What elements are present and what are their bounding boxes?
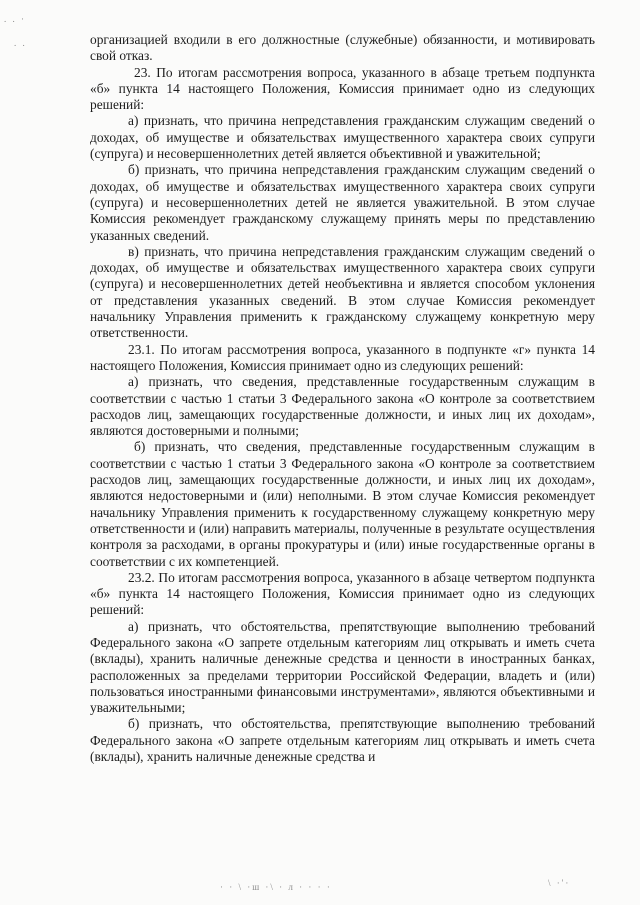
paragraph-23-v: в) признать, что причина непредставления гражданским служащим сведений о доходах, об имуществе и обязательствах имущественного характера своих супруги (супруга) и несовершеннолетних детей необъективна и является способом уклонения от представления указанных сведений. В этом случае Комиссия рекомендует начальнику Управления применить к гражданскому служащему конкретную меру ответственности. <box>90 243 595 341</box>
paragraph-23-1-b: б) признать, что сведения, представленные государственным служащим в соответствии с частью 1 статьи 3 Федерального закона «О контроле за соответствием расходов лиц, замещающих государственные должности, и иных лиц их доходам», являются недостоверными и (или) неполными. В этом случае Комиссия рекомендует начальнику Управления применить к государственному служащему конкретную меру ответственности и (или) направить материалы, полученные в результате осуществления контроля за расходами, в органы прокуратуры и (или) иные государственные органы в соответствии с их компетенцией. <box>90 439 595 569</box>
scan-artifact: . . <box>14 38 27 48</box>
paragraph-23-1-a: а) признать, что сведения, представленные государственным служащим в соответствии с частью 1 статьи 3 Федерального закона «О контроле за соответствием расходов лиц, замещающих государственные должности, и иных лиц их доходам», являются достоверными и полными; <box>90 374 595 439</box>
paragraph-23-2: 23.2. По итогам рассмотрения вопроса, указанного в абзаце четвертом подпункта «б» пункта 14 настоящего Положения, Комиссия принимает одно из следующих решений: <box>90 569 595 618</box>
scan-artifact: . . · <box>4 14 26 24</box>
paragraph-23: 23. По итогам рассмотрения вопроса, указанного в абзаце третьем подпункта «б» пункта 14 настоящего Положения, Комиссия принимает одно из следующих решений: <box>90 64 595 113</box>
paragraph-23-b: б) признать, что причина непредставления гражданским служащим сведений о доходах, об имуществе и обязательствах имущественного характера своих супруги (супруга) и несовершеннолетних детей не является уважительной. В этом случае Комиссия рекомендует гражданскому служащему принять меры по представлению указанных сведений. <box>90 162 595 243</box>
document-page <box>90 32 595 765</box>
paragraph-23-1: 23.1. По итогам рассмотрения вопроса, указанного в подпункте «г» пункта 14 настоящего Положения, Комиссия принимает одно из следующих решений: <box>90 341 595 373</box>
paragraph: организацией входили в его должностные (служебные) обязанности, и мотивировать свой отказ. <box>90 32 595 64</box>
paragraph-23-2-b: б) признать, что обстоятельства, препятствующие выполнению требований Федерального закона «О запрете отдельным категориям лиц открывать и иметь счета (вклады), хранить наличные денежные средства и <box>90 716 595 765</box>
paragraph-23-2-a: а) признать, что обстоятельства, препятствующие выполнению требований Федерального закона «О запрете отдельным категориям лиц открывать и иметь счета (вклады), хранить наличные денежные средства и ценности в иностранных банках, расположенных за пределами территории Российской Федерации, владеть и (или) пользоваться иностранными финансовыми инструментами», являются объективными и уважительными; <box>90 618 595 716</box>
paragraph-23-a: а) признать, что причина непредставления гражданским служащим сведений о доходах, об имуществе и обязательствах имущественного характера своих супруги (супруга) и несовершеннолетних детей является объективной и уважительной; <box>90 113 595 162</box>
scan-artifact: \ ·'· <box>548 878 571 888</box>
scan-artifact: · · \ ·ш ·\ · л · · · · <box>220 882 332 892</box>
